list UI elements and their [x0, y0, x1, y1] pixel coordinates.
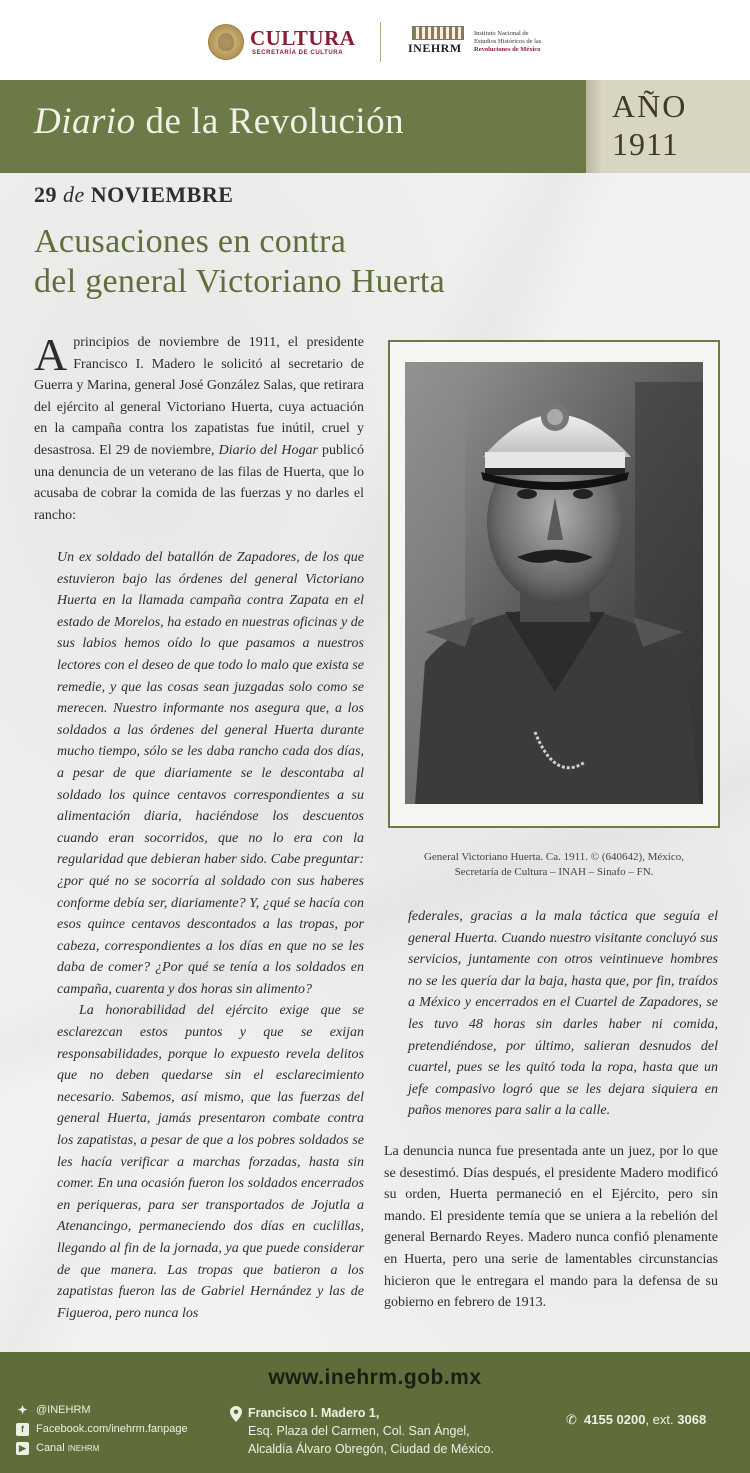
cultura-logo-subtitle: SECRETARÍA DE CULTURA: [252, 50, 344, 56]
quote-block-left: [57, 547, 364, 1324]
lead-text: publicó una denuncia de un veterano de las filas de Huerta, que lo acusaba de cobrar la comida de las fuerzas y no darles el rancho:: [34, 442, 365, 523]
date-month: NOVIEMBRE: [90, 182, 234, 207]
inehrm-desc-line: Estudios Históricos de las: [474, 38, 542, 45]
phone-link[interactable]: [566, 1412, 746, 1428]
header-divider: [380, 22, 381, 62]
website-link[interactable]: www.inehrm.gob.mx: [268, 1366, 482, 1389]
photo-caption: [388, 850, 720, 880]
headline-line: Acusaciones en contra: [34, 223, 347, 260]
closing-paragraph: La denuncia nunca fue presentada ante un juez, por lo que se desestimó. Días después, el presidente Madero modificó su orden, Huerta permaneció en el Ejército, pero sin mando. El presidente temía que se uniera a la rebelión del general Bernardo Reyes. Madero nunca confió plenamente en Huerta, pero una serie de lamentables circunstancias hicieron que le entregara el mando para la defensa de su gobierno en febrero de 1913.: [384, 1144, 718, 1311]
youtube-label-b: INEHRM: [67, 1444, 100, 1453]
inehrm-building-icon: [412, 26, 464, 40]
date-day: 29: [34, 182, 57, 207]
inehrm-desc-line: [474, 46, 584, 54]
address-street: Francisco I. Madero 1,: [248, 1406, 380, 1420]
facebook-link[interactable]: [16, 1421, 216, 1437]
date-connector: de: [63, 182, 85, 207]
social-links: [16, 1402, 216, 1459]
map-pin-icon: [230, 1406, 242, 1422]
phone-main: 4155 0200: [584, 1412, 646, 1427]
facebook-icon: f: [16, 1423, 29, 1436]
article-headline: [34, 222, 654, 302]
youtube-link[interactable]: [16, 1440, 216, 1456]
address-line: [248, 1404, 548, 1422]
twitter-handle: @INEHRM: [36, 1404, 91, 1416]
cultura-seal-icon: [208, 24, 244, 60]
youtube-label-a: Canal: [36, 1442, 68, 1454]
top-header: [0, 0, 750, 80]
cultura-logo-title: CULTURA: [250, 26, 356, 50]
date-line: [34, 182, 233, 208]
address-block: [248, 1404, 548, 1458]
phone-ext-label: , ext.: [645, 1412, 678, 1427]
inehrm-desc-line: Instituto Nacional de: [474, 30, 529, 37]
year-value: 1911: [612, 126, 679, 162]
inehrm-logo: [408, 26, 468, 56]
quote-paragraph: federales, gracias a la mala táctica que seguía el general Huerta. Cuando nuestro visitante concluyó sus servicios, juntamente con otros veintinueve hombres no se les quería dar la baja, hasta que, por fin, traídos a México y encerrados en el Cuartel de Zapadores, se les tuvo 48 horas sin darles haber ni comida, pretendiéndose, por último, salieran desnudos del cuartel, pues se les quitó toda la ropa, hasta que un jefe compasivo logró que se les dejara siquiera en paños menores para salir a la calle.: [408, 909, 718, 1119]
inehrm-desc-strong: Revoluciones de México: [474, 46, 541, 53]
caption-line: Secretaría de Cultura – INAH – Sinafo – FN.: [454, 866, 654, 878]
phone-ext: 3068: [677, 1412, 707, 1427]
address-line: Alcaldía Álvaro Obregón, Ciudad de México.: [248, 1442, 494, 1456]
huerta-portrait-photo: [405, 362, 703, 804]
inehrm-logo-text: INEHRM: [408, 41, 462, 55]
banner-title: [34, 100, 404, 143]
quote-paragraph: La honorabilidad del ejército exige que se esclarezcan estos puntos y que se exijan responsabilidades, porque lo expuesto revela delitos que no deben quedarse sin el esclarecimiento necesario. Sabemos, así mismo, que las fuerzas del general Huerta, jamás presentaron combate contra los zapatistas, a pesar de que a los pobres soldados se les hacía verificar a marchas forzadas, hasta sin comer. En una ocasión fueron los soldados encerrados en periqueras, para ser transportados de Jojutla a Atenancingo, permaneciendo dos días en cuclillas, llegando al fin de la jornada, ya que puede considerar de que manera. Las tropas que batieron a los zapatistas fueron las de Gabriel Hernández y las de Figueroa, pero nunca los: [57, 1003, 364, 1321]
twitter-link[interactable]: [16, 1402, 216, 1418]
lead-paragraph: [34, 329, 365, 526]
quote-block-right: [408, 906, 718, 1122]
lead-newspaper-name: Diario del Hogar: [218, 442, 318, 458]
youtube-label: [36, 1442, 99, 1454]
year-label: AÑO: [612, 88, 688, 124]
address-line: Esq. Plaza del Carmen, Col. San Ángel,: [248, 1424, 470, 1438]
quote-paragraph: Un ex soldado del batallón de Zapadores, de los que estuvieron bajo las órdenes del general Victoriano Huerta en la llamada campaña contra Zapata en el estado de Morelos, ha estado en nuestras oficinas y de sus labios hemos oído lo que pasamos a nuestros lectores con el deseo de que todo lo malo que exista se remedie, y que las cosas sean juzgadas solo como se merecen. Nuestro informante nos asegura que, a los soldados a las órdenes del general Huerta durante mucho tiempo, sólo se les daba rancho cada dos días, a pesar de que diariamente se le descontaba al soldado los quince centavos correspondientes a su alimentación diaria, haciéndose los descuentos cuando eran socorridos, que no lo era con la regularidad que debieran haber sido. Cabe preguntar: ¿por qué no se socorría al soldado con sus haberes conforme debía ser, diariamente? Y, ¿qué se hacía con esos quince centavos descontados a las tropas, por cabeza, correspondientes a los días en que no se les daba de comer? ¿Por qué se tenía a los soldados en campaña, cuarenta y dos horas sin alimento?: [57, 550, 364, 997]
banner-title-italic: Diario: [34, 101, 136, 142]
inehrm-description: [474, 30, 584, 54]
lead-text: principios de noviembre de 1911, el presidente Francisco I. Madero le solicitó al secretario de Guerra y Marina, general José González Salas, que retirara del ejército al general Victoriano Huerta, cuya actuación en la campaña contra los zapatistas fue inútil, cruel y desastrosa. El 29 de noviembre,: [34, 335, 364, 458]
headline-line: del general Victoriano Huerta: [34, 263, 446, 300]
drop-cap: A: [34, 329, 68, 380]
twitter-icon: ✦: [17, 1403, 28, 1417]
portrait-illustration: [405, 362, 703, 804]
phone-icon: ✆: [566, 1412, 577, 1427]
youtube-icon: ▶: [16, 1442, 29, 1455]
caption-line: General Victoriano Huerta. Ca. 1911. © (640642), México,: [423, 851, 684, 863]
banner-title-rest: de la Revolución: [135, 101, 405, 142]
facebook-url: Facebook.com/inehrm.fanpage: [36, 1423, 188, 1435]
